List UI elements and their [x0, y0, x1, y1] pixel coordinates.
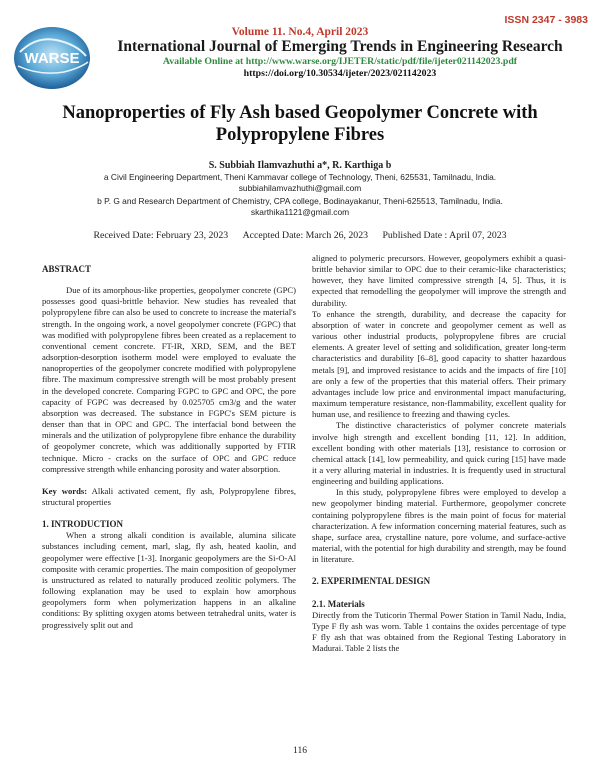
keywords	[42, 486, 296, 508]
affiliation-2-email[interactable]: skarthika1121@gmail.com	[250, 207, 350, 217]
accepted-date: Accepted Date: March 26, 2023	[242, 230, 368, 241]
paragraph-3: The distinctive characteristics of polymer concrete materials involve high strength and excellent bonding [11, 12]. In addition, excellent bonding with other materials [13], resistance to corrosion or chemical attack [14], low permeability, and quick curing [15] have made it a very alluring material in industries. It is frequently used in structural engineering and building applications.	[312, 420, 566, 487]
paragraph-4: In this study, polypropylene fibres were employed to develop a new geopolymer binding material. Furthermore, geopolymer concrete containing polypropylene fibres is the main point of focus for material characterization. A few information concerning material features, such as shape, surface area, crystalline nature, pore volume, and surface-active material, with the potential for high durability and strength, may be found in literature.	[312, 487, 566, 565]
affiliation-1-text: a Civil Engineering Department, Theni Kammavar college of Technology, Theni, 625531, Tamilnadu, India.	[103, 172, 497, 182]
affiliation-2	[40, 196, 560, 218]
abstract-heading: ABSTRACT	[42, 264, 92, 274]
paragraph-5: Directly from the Tuticorin Thermal Power Station in Tamil Nadu, India, Type F fly ash was worn. Table 1 contains the oxides percentage of type F fly ash that was obtained from the Regional Testing Laboratory in Madurai. Table 2 lists the	[312, 609, 566, 654]
section-2-1-heading: 2.1. Materials	[312, 598, 365, 609]
keywords-text: Alkali activated cement, fly ash, Polypropylene fibres, structural properties	[42, 485, 296, 507]
journal-title: International Journal of Emerging Trends in Engineering Research	[117, 38, 563, 55]
doi-link[interactable]: https://doi.org/10.30534/ijeter/2023/021142023	[243, 68, 437, 79]
affiliation-1-email[interactable]: subbiahilamvazhuthi@gmail.com	[238, 183, 362, 193]
published-date: Published Date : April 07, 2023	[382, 230, 507, 241]
abstract-text: Due of its amorphous-like properties, geopolymer concrete (GPC) possesses good quasi-brittle behavior. New studies has revealed that polypropylene fibre can also be used to concrete to increase the material's strength. In the ongoing work, a novel geopolymer concrete (FGPC) that was modified with polypropylene fibres been created as a replacement to conventional cement concrete. FT-IR, XRD, SEM, and the BET adsorption-desorption isotherm model were employed to evaluate the nanoproperties of the geopolymer concrete modified with polypropylene fibre. The maximum compressive strength will be most probably present in the developed concrete. Comparing FGPC to GPC and OPC, the pore capacity of FGPC was decreased by 0.025705 cm3/g and the water absorption was decreased. The substance in FGPC's SEM picture is denser than that in OPC and GPC. The interfacial bond between the minerals and the utilization of polypropylene fibre enhance the durability of geopolymer concrete, which was additionally supported by FTIR technique. Micro - cracks on the surface of OPC and GPC reduce compressive strength while enhancing porosity and water absorption.	[42, 285, 296, 474]
authors: S. Subbiah Ilamvazhuthi a*, R. Karthiga b	[208, 160, 392, 171]
paragraph-2: To enhance the strength, durability, and decrease the capacity for absorption of water in concrete and geopolymer cement as well as various other industrial products, polypropylene fibres are crucial elements. A greater level of setting and solidification, greater long-term characteristics and durability [6–8], good capacity to shatter hazardous metals [9], and improved resistance to acids and the impacts of fire [10] are only a few of the properties that this material offers. Their primary advantages include low price and environmental impact manufacturing, maximum temperature resistance, non-flammability, excellent quality for human use, and resilience to freezing and thawing cycles.	[312, 308, 566, 420]
page-number: 116	[293, 746, 307, 756]
affiliation-1	[40, 172, 560, 194]
volume-info: Volume 11. No.4, April 2023	[231, 26, 369, 38]
section-2-heading: 2. EXPERIMENTAL DESIGN	[312, 576, 431, 587]
paragraph-1: aligned to polymeric precursors. However, geopolymers exhibit a quasi-brittle behavior similar to OPC due to their ceramic-like characteristics; however, they have limited compressive strength [4, 5]. Thus, it is expected that remodelling the geopolymer will improve the strength and durability.	[312, 253, 566, 308]
affiliation-2-text: b P. G and Research Department of Chemistry, CPA college, Bodinayakanur, Theni-625513, Tamilnadu, India.	[97, 196, 503, 206]
issn: ISSN 2347 - 3983	[504, 14, 588, 26]
right-column	[312, 253, 566, 654]
paper-title: Nanoproperties of Fly Ash based Geopolymer Concrete with Polypropylene Fibres	[62, 103, 538, 145]
introduction-heading: 1. INTRODUCTION	[42, 519, 124, 530]
online-link[interactable]: Available Online at http://www.warse.org/IJETER/static/pdf/file/ijeter021142023.pdf	[162, 56, 518, 67]
keywords-label: Key words:	[42, 485, 88, 496]
left-column	[42, 264, 296, 631]
logo-text: WARSE	[24, 50, 80, 67]
dates-line	[0, 230, 600, 241]
received-date: Received Date: February 23, 2023	[93, 230, 229, 241]
introduction-text: When a strong alkali condition is available, alumina silicate substances including cement, marl, slag, fly ash, heated kaolin, and geopolymer were effective [1-3]. Inorganic geopolymers are the Si-O-Al composite with ceramic properties. The main composition of geopolymer is unstructured as related to naturally produced zeolitic polymers. The following explanation may be used to explain how amorphous geopolymers form when polymerization happens in an alkaline conditions: By splitting oxygen atoms between tetrahedral units, water is progressively split out and	[42, 530, 296, 630]
